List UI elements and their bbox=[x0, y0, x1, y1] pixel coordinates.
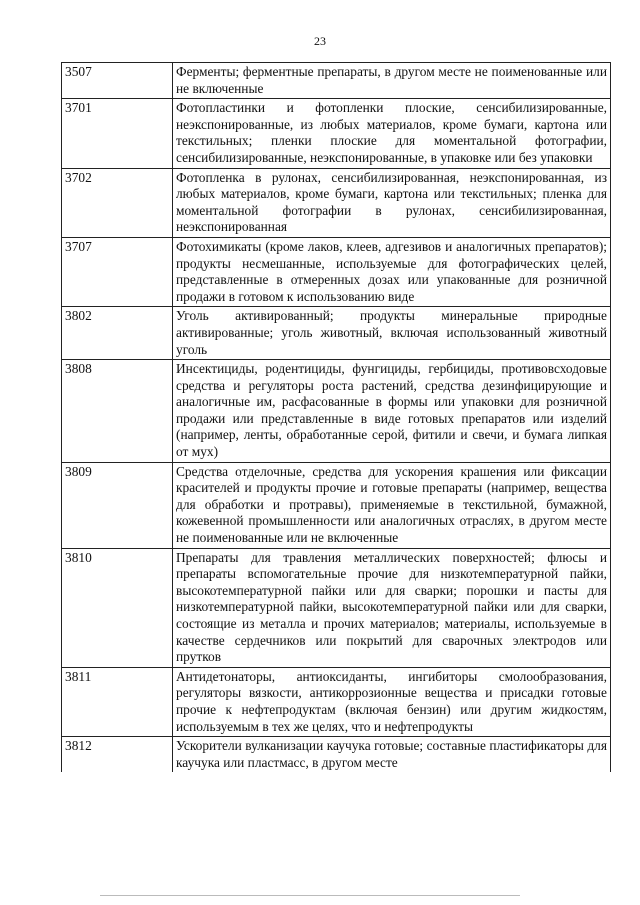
description-cell: Фотохимикаты (кроме лаков, клеев, адгезивов и аналогичных препаратов); продукты несмешанные, используемые для фотографических целей, представленные в отмеренных дозах или упакованные для розничной продажи в готовом к использованию виде bbox=[173, 237, 611, 306]
description-cell: Фотопластинки и фотопленки плоские, сенсибилизированные, неэкспонированные, из любых материалов, кроме бумаги, картона или текстильных; пленки плоские для моментальной фотографии, сенсибилизированные, неэкспонированные, в упаковке или без упаковки bbox=[173, 99, 611, 168]
description-cell: Средства отделочные, средства для ускорения крашения или фиксации красителей и продукты прочие и готовые препараты (например, вещества для обработки и протравы), применяемые в текстильной, бумажной, кожевенной промышленности или аналогичных отраслях, в другом месте не поименованные или не включенные bbox=[173, 462, 611, 548]
description-cell: Антидетонаторы, антиоксиданты, ингибиторы смолообразования, регуляторы вязкости, антикоррозионные вещества и присадки готовые прочие к нефтепродуктам (включая бензин) или другим жидкостям, используемым в тех же целях, что и нефтепродукты bbox=[173, 667, 611, 736]
table-row bbox=[62, 168, 611, 237]
code-cell: 3701 bbox=[62, 99, 173, 168]
description-cell: Фотопленка в рулонах, сенсибилизированная, неэкспонированная, из любых материалов, кроме бумаги, картона или текстильных; пленка для моментальной фотографии в рулонах, сенсибилизированная, неэкспонированная bbox=[173, 168, 611, 237]
table-row bbox=[62, 99, 611, 168]
description-cell: Ускорители вулканизации каучука готовые; составные пластификаторы для каучука или пластмасс, в другом месте bbox=[173, 737, 611, 773]
code-cell: 3810 bbox=[62, 548, 173, 667]
table-row bbox=[62, 63, 611, 99]
table-row bbox=[62, 307, 611, 360]
table-row bbox=[62, 237, 611, 306]
table-row bbox=[62, 360, 611, 463]
page-number: 23 bbox=[314, 34, 326, 48]
scan-edge-divider bbox=[100, 895, 520, 896]
table-row bbox=[62, 548, 611, 667]
code-cell: 3811 bbox=[62, 667, 173, 736]
code-cell: 3507 bbox=[62, 63, 173, 99]
tn-ved-code-table bbox=[61, 62, 611, 772]
code-cell: 3707 bbox=[62, 237, 173, 306]
code-cell: 3809 bbox=[62, 462, 173, 548]
description-cell: Препараты для травления металлических поверхностей; флюсы и препараты вспомогательные прочие для низкотемпературной пайки, высокотемпературной пайки или для сварки; порошки и пасты для низкотемпературной пайки, высокотемпературной пайки или для сварки, состоящие из металла и прочих материалов; материалы, используемые в качестве сердечников или покрытий для сварочных электродов или прутков bbox=[173, 548, 611, 667]
code-cell: 3808 bbox=[62, 360, 173, 463]
description-cell: Ферменты; ферментные препараты, в другом месте не поименованные или не включенные bbox=[173, 63, 611, 99]
code-cell: 3812 bbox=[62, 737, 173, 773]
table-row bbox=[62, 667, 611, 736]
table-row bbox=[62, 462, 611, 548]
description-cell: Уголь активированный; продукты минеральные природные активированные; уголь животный, включая использованный животный уголь bbox=[173, 307, 611, 360]
description-cell: Инсектициды, родентициды, фунгициды, гербициды, противовсходовые средства и регуляторы роста растений, средства дезинфицирующие и аналогичные им, расфасованные в формы или упаковки для розничной продажи или представленные в виде готовых препаратов или изделий (например, ленты, обработанные серой, фитили и свечи, и бумага липкая от мух) bbox=[173, 360, 611, 463]
code-cell: 3802 bbox=[62, 307, 173, 360]
code-cell: 3702 bbox=[62, 168, 173, 237]
table-row bbox=[62, 737, 611, 773]
